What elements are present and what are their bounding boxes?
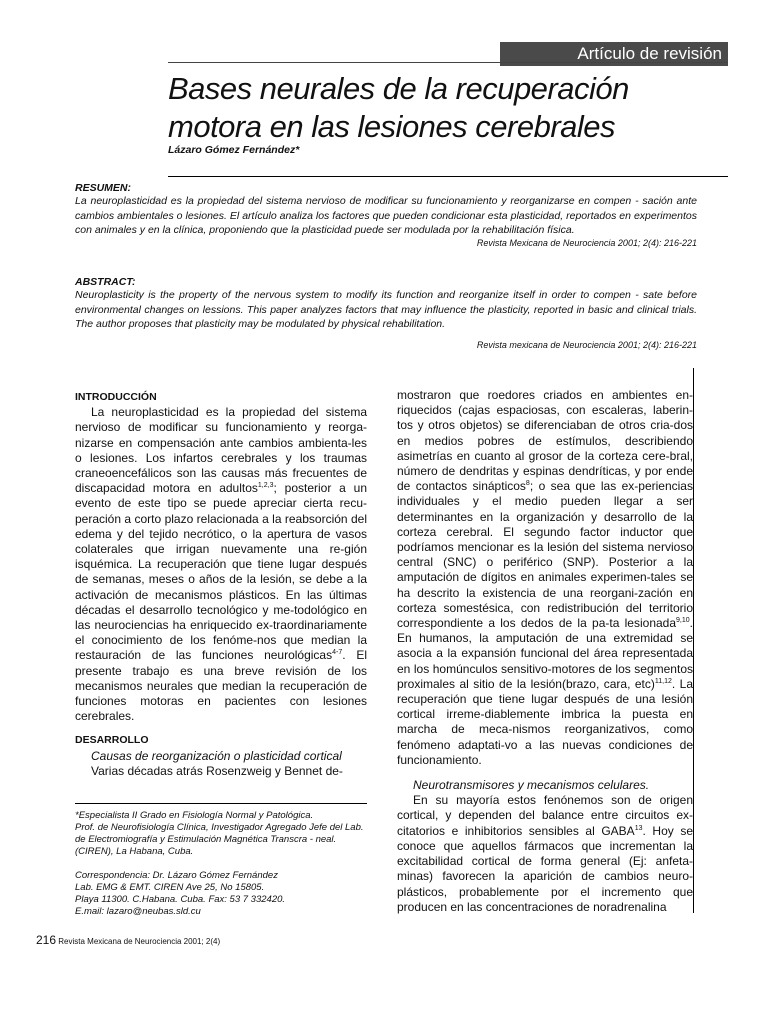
page-number: 216 xyxy=(36,933,57,947)
section-tag: Artículo de revisión xyxy=(500,42,728,66)
citation-sup: 11,12 xyxy=(654,677,672,685)
article-title xyxy=(168,70,728,146)
right-paragraph-1: mostraron que roedores criados en ambientes en-riquecidos (cajas espaciosas, con escaleras, laberin-tos y otros objetos) se diferenciaban de otros cria-dos en medios pobres de estímulos, describiendo asimetrías en cuanto al grosor de la corteza cere-bral, número de dendritas y espinas dendríticas, y por ende de contactos sinápticos$^8$; o sea que las ex-periencias individuales y el medio pueden llegar a ser determinantes en la organización y desarrollo de la corteza cerebral. El segundo factor inductor que podríamos mencionar es la lesión del sistema nervioso central (SNC) o periférico (SNP). Posterior a la amputación de dígitos en animales experimen-tales se ha descrito la existencia de una reorgani-zación en corteza somestésica, con redistribución del territorio correspondiente a los dedos de la pa-ta lesionada$^{9,10}$. En humanos, la amputación de una extremidad se asocia a la expansión funcional del área representada en los homúnculos sensitivo-motores de los segmentos proximales al sitio de la lesión(brazo, cara, etc)$^{11,12}$. La recuperación que tiene lugar después de una lesión cortical irreme-diablemente imbrica la puesta en marcha de meca-nismos reorganizativos, como fenómeno adaptati-vo a las nuevas condiciones de funcionamiento. xyxy=(397,388,693,767)
abstract-body: Neuroplasticity is the property of the nervous system to modify its function and reorganize itself in order to compen - sate before environmental changes on lessions. This paper analyzes factors that may influence the plasticity, reported in basic and clinical trials. The author proposes that plasticity may be modulated by physical rehabilitation. xyxy=(75,289,697,330)
column-rule-right xyxy=(693,368,694,913)
abstract-citation: Revista mexicana de Neurociencia 2001; 2(4): 216-221 xyxy=(476,339,697,350)
title-line-2: motora en las lesiones cerebrales xyxy=(168,109,616,144)
section-heading-intro: INTRODUCCIÓN xyxy=(75,391,157,403)
section-heading-desarrollo: DESARROLLO xyxy=(75,734,149,747)
left-column xyxy=(75,390,367,779)
subsection-heading: Causas de reorganización o plasticidad cortical xyxy=(91,748,342,763)
resumen-heading: RESUMEN: xyxy=(75,182,132,194)
subsection-heading-neuro: Neurotransmisores y mecanismos celulares. xyxy=(413,778,650,793)
footnote: *Especialista II Grado en Fisiología Normal y Patológica. Prof. de Neurofisiología Clínica, Investigador Agregado Jefe del Lab. de Electromiografía y Estimulación Magnética Transcra - neal. (CIREN), La Habana, Cuba. Correspondencia: Dr. Lázaro Gómez Fernández Lab. EMG & EMT. CIREN Ave 25, No 15805. Playa 11300. C.Habana. Cuba. Fax: 53 7 332420. E.mail: lazaro@neubas.sld.cu xyxy=(75,810,364,917)
abstract-rule xyxy=(168,176,728,177)
page-footer xyxy=(36,933,220,947)
title-line-1: Bases neurales de la recuperación xyxy=(168,71,629,106)
right-paragraph-2: En su mayoría estos fenónemos son de origen cortical, y dependen del balance entre circuitos ex-citatorios e inhibitorios sensibles al GABA$^{13}$. Hoy se conoce que aquellos fármacos que incrementan la excitabilidad cortical de forma general (Ej: anfeta-minas) favorecen la aparición de cambios neuro-plásticos, probablemente por el incremento que producen en las concentraciones de noradrenalina xyxy=(397,793,693,914)
citation-sup: 8 xyxy=(525,480,530,488)
author: Lázaro Gómez Fernández* xyxy=(168,144,300,156)
intro-paragraph: La neuroplasticidad es la propiedad del sistema nervioso de modificar su funcionamiento y reorga-nizarse en compensación ante cambios ambienta-les o lesiones. Los infartos cerebrales y los traumas craneoencefálicos son las causas más frecuentes de discapacidad motora en adultos$^{1,2,3}$; posterior a un evento de este tipo se puede apreciar cierta recu-peración a corto plazo relacionada a la reabsorción del edema y del tejido necrótico, o la apertura de vasos colaterales que irrigan nuevamente una re-gión isquémica. La recuperación que tiene lugar después de semanas, meses o años de la lesión, se debe a la activación de mecanismos plásticos. En las últimas décadas el desarrollo tecnológico y me-todológico en las neurociencias ha enriquecido ex-traordinariamente el conocimiento de los fenóme-nos que median la restauración de las funciones neurológicas$^{4-7}$. El presente trabajo es una breve revisión de los mecanismos neurales que median la recuperación de funciones motoras en pacientes con lesiones cerebrales. xyxy=(75,405,367,724)
footnote-rule xyxy=(75,803,367,804)
header-rule xyxy=(168,62,728,63)
citation-sup: 13 xyxy=(634,824,643,832)
abstract-heading: ABSTRACT: xyxy=(75,276,136,288)
resumen-citation: Revista Mexicana de Neurociencia 2001; 2(4): 216-221 xyxy=(476,237,697,248)
citation-sup: 9,10 xyxy=(676,617,690,625)
desarrollo-paragraph: Varias décadas atrás Rosenzweig y Bennet de- xyxy=(91,763,343,778)
right-column xyxy=(397,388,693,915)
resumen-block xyxy=(75,182,697,248)
citation-sup: 1,2,3 xyxy=(257,482,274,490)
resumen-body: La neuroplasticidad es la propiedad del sistema nervioso de modificar su funcionamiento y reorganizarse en compen - sación ante cambios ambientales o lesiones. El artículo analiza los factores que pueden condicionar esta plasticidad, reportados en experimentos con animales y en la clínica, proponiendo que la plasticidad puede ser modulada por la rehabilitación física. xyxy=(75,195,697,236)
abstract-block xyxy=(75,276,697,350)
footer-journal: Revista Mexicana de Neurociencia 2001; 2(4) xyxy=(58,937,221,946)
citation-sup: 4-7 xyxy=(332,649,343,657)
